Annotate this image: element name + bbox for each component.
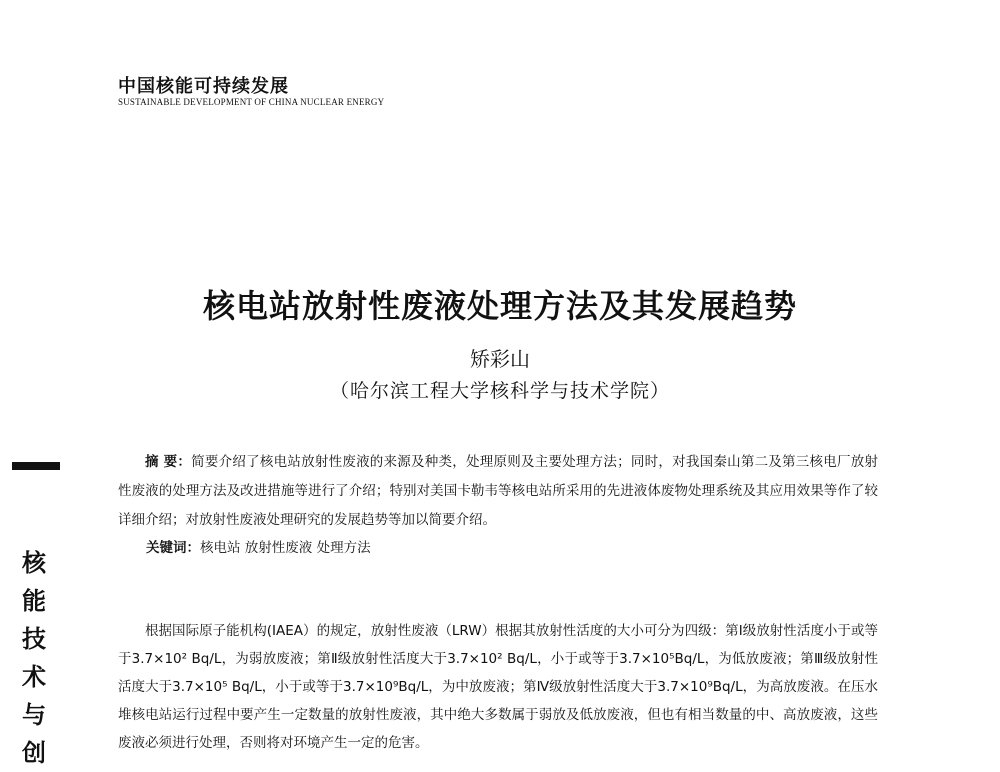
abstract-text: 简要介绍了核电站放射性废液的来源及种类，处理原则及主要处理方法；同时，对我国秦山第二及第三核电厂放射性废液的处理方法及改进措施等进行了介绍；特别对美国卡勒韦等核电站所采用的先进液体废物处理系统及其应用效果等作了较详细介绍；对放射性废液处理研究的发展趋势等加以简要介绍。	[118, 454, 879, 528]
side-title-char: 创	[22, 739, 46, 767]
side-section-title	[14, 544, 54, 772]
keywords-label: 关键词：	[146, 540, 200, 556]
keywords-text: 核电站 放射性废液 处理方法	[200, 540, 371, 556]
abstract	[118, 448, 878, 535]
body-text	[118, 617, 878, 757]
article-title: 核电站放射性废液处理方法及其发展趋势	[202, 287, 797, 325]
article-author: 矫彩山	[470, 347, 530, 371]
side-title-char: 术	[22, 663, 46, 691]
keywords	[146, 534, 371, 563]
side-title-char: 技	[22, 625, 46, 653]
body-paragraph: 根据国际原子能机构(IAEA）的规定，放射性废液（LRW）根据其放射性活度的大小可分为四级：第Ⅰ级放射性活度小于或等于3.7×10² Bq/L，为弱放废液；第Ⅱ级放射性活度大于3.7×10² Bq/L，小于或等于3.7×10⁵Bq/L，为低放废液；第Ⅲ级放射性活度大于3.7×10⁵ Bq/L，小于或等于3.7×10⁹Bq/L，为中放废液；第Ⅳ级放射性活度大于3.7×10⁹Bq/L，为高放废液。在压水堆核电站运行过程中要产生一定数量的放射性废液，其中绝大多数属于弱放及低放废液，但也有相当数量的中、高放废液，这些废液必须进行处理，否则将对环境产生一定的危害。	[118, 623, 878, 751]
article-affiliation: （哈尔滨工程大学核科学与技术学院）	[329, 380, 670, 402]
journal-name-cn: 中国核能可持续发展	[118, 76, 289, 97]
side-marker-bar	[12, 462, 60, 470]
side-title-char: 与	[22, 701, 46, 729]
journal-name-en: SUSTAINABLE DEVELOPMENT OF CHINA NUCLEAR ENERGY	[118, 97, 385, 107]
side-title-char: 核	[22, 549, 46, 577]
abstract-label: 摘 要：	[145, 454, 192, 470]
side-title-char: 能	[22, 587, 46, 615]
